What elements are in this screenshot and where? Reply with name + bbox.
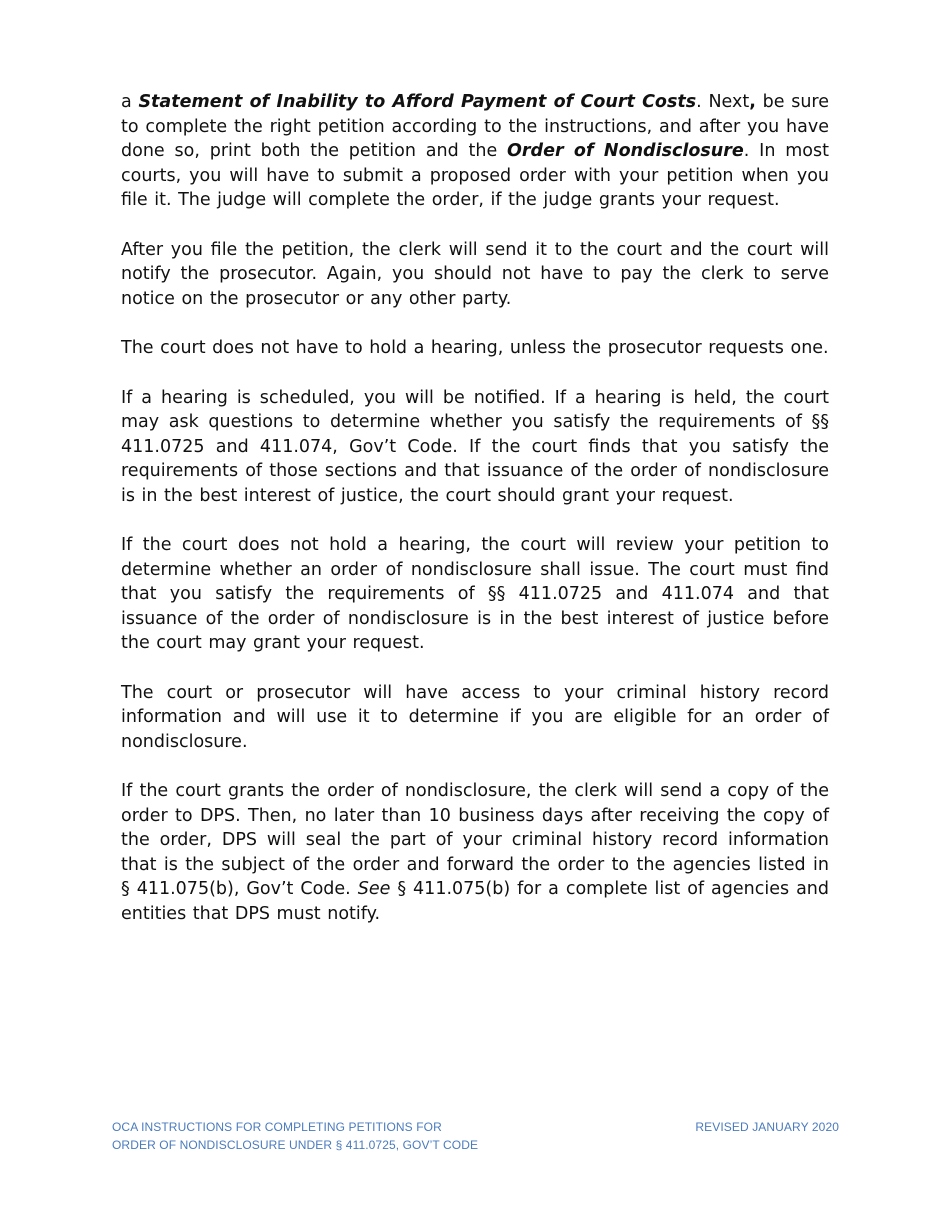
see-reference: See xyxy=(357,879,391,899)
footer-revision-date: REVISED JANUARY 2020 xyxy=(695,1120,839,1134)
order-of-nondisclosure-title: Order of Nondisclosure xyxy=(507,141,744,161)
text: § 411.075(b) for a complete list of agencies and entities that DPS must notify. xyxy=(121,879,830,924)
paragraph-hearing-scheduled: If a hearing is scheduled, you will be notified. If a hearing is held, the court may ask questions to determine whether you satisfy the requirements of §§ 411.0725 and 411.074, Gov’t Code. If the court finds that you satisfy the requirements of those sections and that issuance of the order of nondisclosure is in the best interest of justice, the court should grant your request. xyxy=(121,387,829,506)
text: a xyxy=(121,92,139,112)
paragraph-after-filing: After you file the petition, the clerk will send it to the court and the court will notify the prosecutor. Again, you should not have to pay the clerk to serve notice on the prosecutor or any other party. xyxy=(121,239,829,309)
statement-of-inability-title: Statement of Inability to Afford Payment of Court Costs xyxy=(138,92,697,112)
footer-title-line-2: ORDER OF NONDISCLOSURE UNDER § 411.0725, GOV’T CODE xyxy=(112,1138,479,1152)
document-body xyxy=(121,90,829,951)
text: be sure to complete the right petition according to the instructions, and after you have done so, print both the petition and the xyxy=(121,92,829,161)
paragraph-hearing-optional: The court does not have to hold a hearing, unless the prosecutor requests one. xyxy=(121,338,829,358)
footer-left xyxy=(112,1118,478,1154)
footer-title-line-1: OCA INSTRUCTIONS FOR COMPLETING PETITIONS FOR xyxy=(112,1120,442,1134)
text: , xyxy=(749,92,756,112)
paragraph-record-access: The court or prosecutor will have access to your criminal history record information and will use it to determine if you are eligible for an order of nondisclosure. xyxy=(121,682,829,752)
paragraph-filing-instructions xyxy=(121,90,829,213)
text: . Next xyxy=(696,92,750,112)
text: . In most courts, you will have to submit a proposed order with your petition when you file it. The judge will complete the order, if the judge grants your request. xyxy=(121,141,829,210)
paragraph-order-granted xyxy=(121,779,829,926)
paragraph-no-hearing: If the court does not hold a hearing, the court will review your petition to determine whether an order of nondisclosure shall issue. The court must find that you satisfy the requirements of §§ 411.0725 and 411.074 and that issuance of the order of nondisclosure is in the best interest of justice before the court may grant your request. xyxy=(121,535,829,653)
text: If the court grants the order of nondisclosure, the clerk will send a copy of the order to DPS. Then, no later than 10 business days after receiving the copy of the order, DPS will seal the part of your criminal history record information that is the subject of the order and forward the order to the agencies listed in § 411.075(b), Gov’t Code. xyxy=(121,781,829,899)
